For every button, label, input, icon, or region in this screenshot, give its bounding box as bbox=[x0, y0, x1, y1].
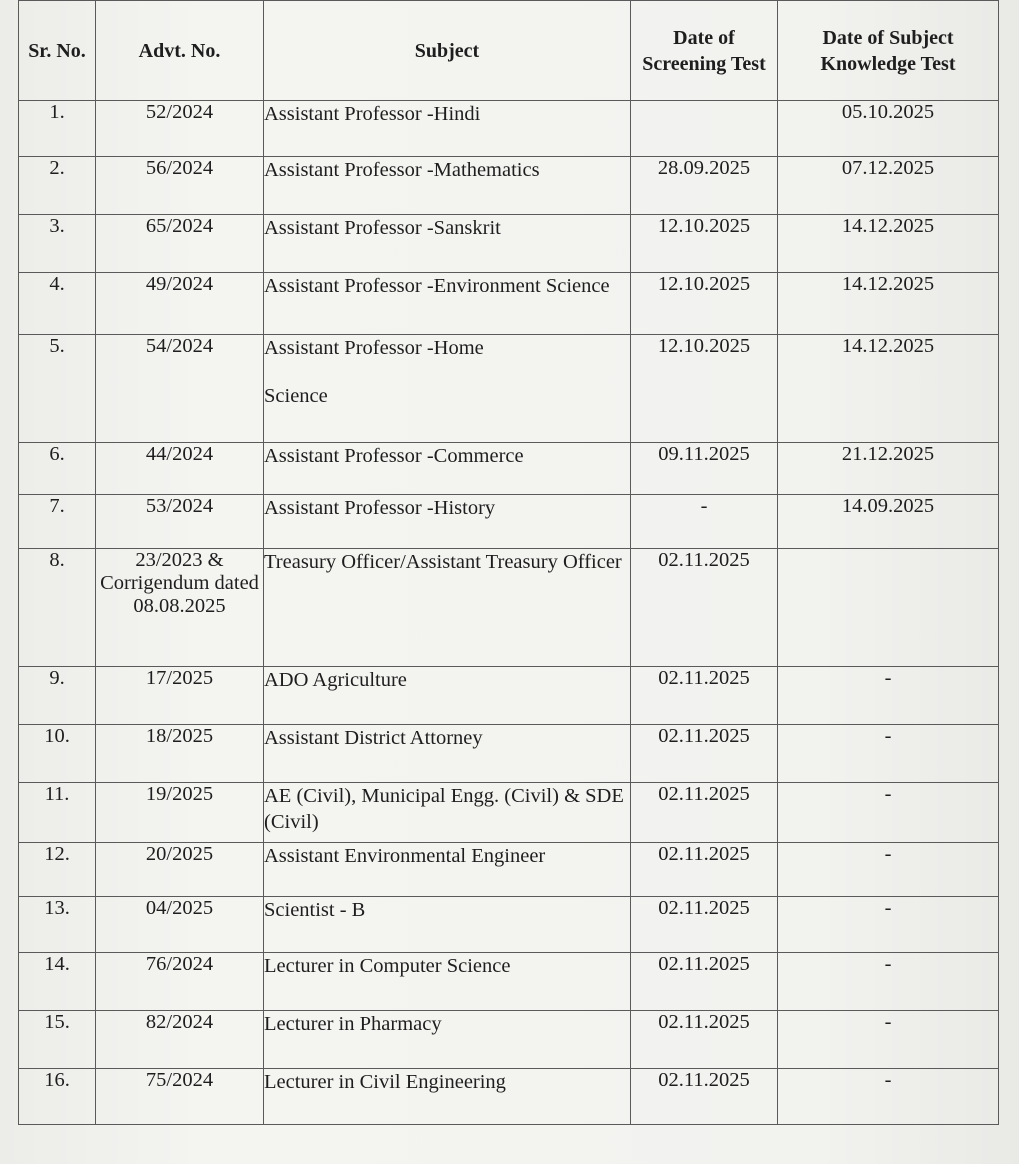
advt-no-cell: 56/2024 bbox=[96, 157, 264, 215]
subject-text: Lecturer in Computer Science bbox=[264, 955, 511, 977]
table-row bbox=[19, 157, 999, 215]
skt-date-cell: - bbox=[778, 667, 999, 725]
skt-date-cell: - bbox=[778, 843, 999, 897]
subject-cell bbox=[264, 1011, 631, 1069]
subject-cell bbox=[264, 215, 631, 273]
subject-cell bbox=[264, 101, 631, 157]
exam-schedule-table bbox=[18, 0, 999, 1125]
subject-cell bbox=[264, 843, 631, 897]
subject-cell bbox=[264, 725, 631, 783]
skt-date-cell: - bbox=[778, 1011, 999, 1069]
screening-date-cell: 28.09.2025 bbox=[631, 157, 778, 215]
sr-no-cell: 1. bbox=[19, 101, 96, 157]
table-row bbox=[19, 443, 999, 495]
subject-cell bbox=[264, 157, 631, 215]
screening-date-cell: 02.11.2025 bbox=[631, 843, 778, 897]
screening-date-cell bbox=[631, 101, 778, 157]
subject-text: Treasury Officer/Assistant Treasury Officer bbox=[264, 551, 622, 573]
skt-date-cell: - bbox=[778, 725, 999, 783]
subject-text: AE (Civil), Municipal Engg. (Civil) & SDE (Civil) bbox=[264, 785, 624, 833]
skt-date-cell: - bbox=[778, 897, 999, 953]
skt-date-cell: 05.10.2025 bbox=[778, 101, 999, 157]
subject-cell bbox=[264, 273, 631, 335]
screening-date-cell: 02.11.2025 bbox=[631, 667, 778, 725]
header-skt-date: Date of Subject Knowledge Test bbox=[778, 1, 999, 101]
skt-date-cell: 14.12.2025 bbox=[778, 215, 999, 273]
subject-text-continued: Science bbox=[264, 385, 328, 407]
screening-date-cell: 12.10.2025 bbox=[631, 273, 778, 335]
subject-text: Assistant Professor -Hindi bbox=[264, 103, 481, 125]
table-row bbox=[19, 953, 999, 1011]
subject-cell bbox=[264, 335, 631, 443]
advt-no-cell: 65/2024 bbox=[96, 215, 264, 273]
sr-no-cell: 13. bbox=[19, 897, 96, 953]
subject-cell bbox=[264, 549, 631, 667]
skt-date-cell: 07.12.2025 bbox=[778, 157, 999, 215]
advt-no-cell: 20/2025 bbox=[96, 843, 264, 897]
skt-date-cell: - bbox=[778, 783, 999, 843]
advt-no-cell: 17/2025 bbox=[96, 667, 264, 725]
subject-cell bbox=[264, 783, 631, 843]
skt-date-cell: - bbox=[778, 1069, 999, 1125]
skt-date-cell: 14.09.2025 bbox=[778, 495, 999, 549]
screening-date-cell: 02.11.2025 bbox=[631, 897, 778, 953]
screening-date-cell: 02.11.2025 bbox=[631, 953, 778, 1011]
table-row bbox=[19, 667, 999, 725]
header-subject: Subject bbox=[264, 1, 631, 101]
subject-text: Lecturer in Pharmacy bbox=[264, 1013, 442, 1035]
table-row bbox=[19, 897, 999, 953]
advt-no-cell: 75/2024 bbox=[96, 1069, 264, 1125]
sr-no-cell: 14. bbox=[19, 953, 96, 1011]
sr-no-cell: 10. bbox=[19, 725, 96, 783]
subject-text: Assistant Professor -Commerce bbox=[264, 445, 524, 467]
advt-no-cell: 19/2025 bbox=[96, 783, 264, 843]
sr-no-cell: 11. bbox=[19, 783, 96, 843]
screening-date-cell: 02.11.2025 bbox=[631, 1011, 778, 1069]
subject-text: Lecturer in Civil Engineering bbox=[264, 1071, 506, 1093]
screening-date-cell: 02.11.2025 bbox=[631, 549, 778, 667]
table-row bbox=[19, 273, 999, 335]
screening-date-cell: 02.11.2025 bbox=[631, 1069, 778, 1125]
table-row bbox=[19, 1069, 999, 1125]
skt-date-cell bbox=[778, 549, 999, 667]
screening-date-cell: 12.10.2025 bbox=[631, 335, 778, 443]
subject-text: ADO Agriculture bbox=[264, 669, 407, 691]
subject-text: Assistant Professor -History bbox=[264, 497, 496, 519]
advt-no-cell: 52/2024 bbox=[96, 101, 264, 157]
subject-cell bbox=[264, 667, 631, 725]
sr-no-cell: 7. bbox=[19, 495, 96, 549]
advt-no-cell: 23/2023 & Corrigendum dated 08.08.2025 bbox=[96, 549, 264, 667]
screening-date-cell: 09.11.2025 bbox=[631, 443, 778, 495]
table-header bbox=[19, 1, 999, 101]
advt-no-cell: 82/2024 bbox=[96, 1011, 264, 1069]
sr-no-cell: 3. bbox=[19, 215, 96, 273]
subject-cell bbox=[264, 1069, 631, 1125]
advt-no-cell: 54/2024 bbox=[96, 335, 264, 443]
sr-no-cell: 15. bbox=[19, 1011, 96, 1069]
screening-date-cell: 02.11.2025 bbox=[631, 783, 778, 843]
sr-no-cell: 8. bbox=[19, 549, 96, 667]
sr-no-cell: 12. bbox=[19, 843, 96, 897]
skt-date-cell: 14.12.2025 bbox=[778, 335, 999, 443]
table-row bbox=[19, 1011, 999, 1069]
skt-date-cell: 21.12.2025 bbox=[778, 443, 999, 495]
skt-date-cell: - bbox=[778, 953, 999, 1011]
advt-no-cell: 18/2025 bbox=[96, 725, 264, 783]
header-sr-no: Sr. No. bbox=[19, 1, 96, 101]
sr-no-cell: 5. bbox=[19, 335, 96, 443]
subject-text: Assistant Professor -Home bbox=[264, 337, 484, 359]
subject-text: Assistant Professor -Mathematics bbox=[264, 159, 540, 181]
subject-text: Assistant District Attorney bbox=[264, 727, 483, 749]
subject-text: Assistant Environmental Engineer bbox=[264, 845, 546, 867]
advt-no-cell: 04/2025 bbox=[96, 897, 264, 953]
table-body bbox=[19, 101, 999, 1125]
table-row bbox=[19, 215, 999, 273]
advt-no-cell: 76/2024 bbox=[96, 953, 264, 1011]
subject-cell bbox=[264, 495, 631, 549]
subject-text: Scientist - B bbox=[264, 899, 366, 921]
sr-no-cell: 6. bbox=[19, 443, 96, 495]
screening-date-cell: - bbox=[631, 495, 778, 549]
screening-date-cell: 12.10.2025 bbox=[631, 215, 778, 273]
sr-no-cell: 9. bbox=[19, 667, 96, 725]
header-screening-date: Date of Screening Test bbox=[631, 1, 778, 101]
table-row bbox=[19, 101, 999, 157]
subject-cell bbox=[264, 953, 631, 1011]
subject-text: Assistant Professor -Sanskrit bbox=[264, 217, 501, 239]
header-advt-no: Advt. No. bbox=[96, 1, 264, 101]
advt-no-cell: 49/2024 bbox=[96, 273, 264, 335]
skt-date-cell: 14.12.2025 bbox=[778, 273, 999, 335]
subject-cell bbox=[264, 897, 631, 953]
sr-no-cell: 4. bbox=[19, 273, 96, 335]
sr-no-cell: 16. bbox=[19, 1069, 96, 1125]
table-row bbox=[19, 549, 999, 667]
subject-cell bbox=[264, 443, 631, 495]
table-row bbox=[19, 725, 999, 783]
sr-no-cell: 2. bbox=[19, 157, 96, 215]
screening-date-cell: 02.11.2025 bbox=[631, 725, 778, 783]
table-row bbox=[19, 495, 999, 549]
subject-text: Assistant Professor -Environment Science bbox=[264, 275, 610, 297]
advt-no-cell: 44/2024 bbox=[96, 443, 264, 495]
advt-no-cell: 53/2024 bbox=[96, 495, 264, 549]
table-row bbox=[19, 335, 999, 443]
table-row bbox=[19, 843, 999, 897]
table-row bbox=[19, 783, 999, 843]
